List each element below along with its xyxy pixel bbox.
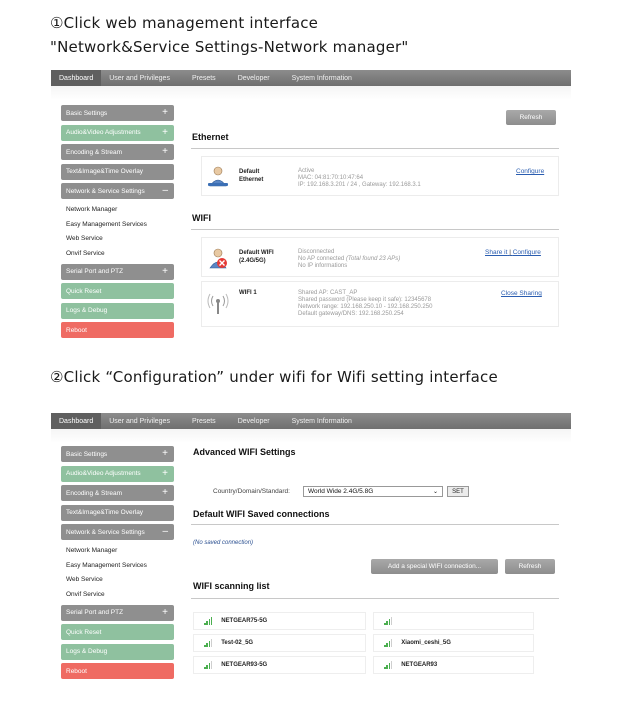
sidebar-item-label: Network & Service Settings: [66, 528, 145, 536]
wifi1-card: [201, 281, 559, 327]
plus-icon: +: [162, 146, 168, 157]
scan-list-item[interactable]: [373, 634, 534, 652]
ethernet-name-line2: Ethernet: [239, 176, 264, 183]
sidebar-subitem-network-manager[interactable]: Network Manager: [66, 206, 118, 214]
sidebar-item-basic-settings[interactable]: [61, 446, 174, 462]
plus-icon: +: [162, 448, 168, 459]
sidebar-item-label: Encoding & Stream: [66, 148, 123, 156]
scan-list-item[interactable]: [373, 656, 534, 674]
sidebar-item-label: Basic Settings: [66, 109, 108, 117]
step1-heading-line1: ①Click web management interface: [50, 14, 319, 32]
ethernet-status: Active: [298, 168, 315, 174]
share-it-link[interactable]: Share it: [485, 249, 508, 256]
default-wifi-name-line1: Default WIFI: [239, 250, 274, 256]
sidebar-item-logs-debug[interactable]: [61, 303, 174, 319]
sidebar-item-label: Network & Service Settings: [66, 187, 145, 195]
set-button[interactable]: SET: [447, 486, 469, 497]
default-wifi-ip: No IP informations: [298, 263, 348, 269]
ethernet-ip: IP: 192.168.3.201 / 24 , Gateway: 192.168.3.1: [298, 182, 421, 188]
advanced-wifi-title: Advanced WIFI Settings: [193, 447, 296, 457]
sidebar-item-basic-settings[interactable]: [61, 105, 174, 121]
screenshot-network-manager: [51, 70, 571, 340]
sidebar-item-label: Quick Reset: [66, 287, 102, 295]
sidebar-item-logs-debug[interactable]: [61, 644, 174, 660]
wifi1-shared-ap: Shared AP: CAST_AP: [298, 290, 358, 296]
sidebar-item-label: Logs & Debug: [66, 648, 108, 655]
wifi1-name: WIFI 1: [239, 290, 257, 296]
nav-tab-user-privileges[interactable]: User and Privileges: [109, 417, 170, 425]
signal-icon: [384, 661, 393, 669]
sidebar-item-audio-video[interactable]: [61, 466, 174, 482]
step1-heading-line2: "Network&Service Settings-Network manager": [50, 38, 409, 56]
default-wifi-card: [201, 237, 559, 277]
ethernet-mac: MAC: 04:81:70:10:47:64: [298, 175, 364, 181]
saved-connections-title: Default WIFI Saved connections: [193, 509, 330, 519]
scan-ssid: NETGEAR93: [401, 662, 438, 668]
wifi1-range: Network range: 192.168.250.10 - 192.168.250.250: [298, 304, 433, 310]
divider: [191, 524, 559, 525]
nav-tab-system-information[interactable]: System Information: [291, 74, 352, 82]
sidebar-item-reboot[interactable]: [61, 663, 174, 679]
ethernet-section-title: Ethernet: [192, 132, 229, 142]
sidebar-item-audio-video[interactable]: [61, 125, 174, 141]
ethernet-info: [298, 168, 421, 189]
scan-ssid: Test-02_5G: [221, 640, 254, 646]
scan-list-item[interactable]: [193, 634, 366, 652]
main-content: [191, 413, 559, 685]
ethernet-configure-link[interactable]: Configure: [516, 168, 545, 175]
divider: [191, 148, 559, 149]
plus-icon: +: [162, 606, 168, 618]
sidebar-item-label: Quick Reset: [66, 628, 102, 636]
signal-icon: [384, 639, 393, 647]
ethernet-user-icon: [206, 165, 230, 189]
ethernet-name: [239, 169, 263, 184]
sidebar-item-label: Serial Port and PTZ: [66, 268, 124, 275]
nav-tab-dashboard[interactable]: Dashboard: [51, 413, 101, 429]
country-label: Country/Domain/Standard:: [213, 488, 290, 495]
nav-tab-presets[interactable]: Presets: [191, 417, 216, 425]
sidebar-subitem-network-manager[interactable]: Network Manager: [66, 547, 118, 555]
wifi1-gateway: Default gateway/DNS: 192.168.250.254: [298, 311, 404, 317]
sidebar-item-network-service[interactable]: [61, 524, 174, 540]
sidebar-subitem-web-service[interactable]: Web Service: [66, 235, 103, 243]
sidebar-item-label: Serial Port and PTZ: [66, 609, 124, 616]
wifi1-password: Shared password (Please keep it safe): 12345678: [298, 297, 432, 303]
default-wifi-total-found: (Total found 23 APs): [345, 256, 401, 262]
sidebar-subitem-onvif-service[interactable]: Onvif Service: [66, 249, 105, 257]
scan-ssid: NETGEAR75-5G: [221, 618, 268, 624]
sidebar-item-label: Reboot: [66, 326, 87, 334]
sidebar-item-label: Reboot: [66, 667, 87, 675]
scan-ssid: Xiaomi_ceshi_5G: [401, 640, 451, 646]
add-special-wifi-button[interactable]: Add a special WIFI connection...: [371, 559, 498, 574]
wifi-scanning-list-title: WIFI scanning list: [193, 581, 270, 591]
default-wifi-detail: No AP connected: [298, 256, 345, 262]
signal-icon: [204, 617, 213, 625]
scan-list-item[interactable]: [193, 656, 366, 674]
sidebar-item-label: Basic Settings: [66, 450, 108, 458]
sidebar-item-label: Audio&Video Adjustments: [66, 470, 141, 477]
divider: [191, 229, 559, 230]
plus-icon: +: [162, 265, 168, 277]
country-select-value: World Wide 2.4G/5.8G: [308, 488, 374, 495]
plus-icon: +: [162, 487, 168, 498]
sidebar-item-overlay[interactable]: [61, 164, 174, 180]
sidebar-item-reboot[interactable]: [61, 322, 174, 338]
sidebar-item-serial-ptz[interactable]: [61, 264, 174, 280]
divider: [191, 598, 559, 599]
chevron-down-icon: ⌄: [432, 489, 438, 495]
ethernet-name-line1: Default: [239, 169, 260, 175]
nav-tab-presets[interactable]: Presets: [191, 74, 216, 82]
sidebar: [61, 105, 174, 342]
sidebar-subitem-easy-management[interactable]: Easy Management Services: [66, 561, 147, 569]
default-wifi-detail-row: [298, 256, 400, 263]
screenshot-wifi-settings: [51, 413, 571, 685]
link-separator: |: [509, 249, 511, 256]
sidebar: [61, 446, 174, 683]
default-wifi-info: [298, 249, 400, 270]
sidebar-item-label: Text&Image&Time Overlay: [66, 509, 144, 516]
sidebar-subitem-easy-management[interactable]: Easy Management Services: [66, 220, 147, 228]
ethernet-card: [201, 156, 559, 196]
default-wifi-name: [239, 250, 274, 265]
minus-icon: –: [162, 526, 168, 537]
minus-icon: –: [162, 185, 168, 196]
sidebar-item-label: Audio&Video Adjustments: [66, 129, 141, 136]
signal-icon: [204, 661, 213, 669]
plus-icon: +: [162, 126, 168, 138]
sidebar-subitem-web-service[interactable]: Web Service: [66, 576, 103, 584]
sidebar-item-encoding-stream[interactable]: [61, 485, 174, 501]
sidebar-item-overlay[interactable]: [61, 505, 174, 521]
default-wifi-name-line2: (2.4G/5G): [239, 257, 266, 264]
default-wifi-configure-link[interactable]: Configure: [512, 249, 541, 256]
nav-tab-user-privileges[interactable]: User and Privileges: [109, 74, 170, 82]
plus-icon: +: [162, 107, 168, 118]
wifi-disconnected-icon: [206, 247, 230, 271]
sidebar-item-serial-ptz[interactable]: [61, 605, 174, 621]
close-sharing-link[interactable]: Close Sharing: [501, 290, 542, 297]
sidebar-item-encoding-stream[interactable]: [61, 144, 174, 160]
step2-heading: ②Click “Configuration” under wifi for Wifi setting interface: [50, 368, 498, 386]
nav-tab-system-information[interactable]: System Information: [291, 417, 352, 425]
sidebar-item-label: Text&Image&Time Overlay: [66, 168, 144, 175]
sidebar-item-quick-reset[interactable]: [61, 624, 174, 640]
nav-tab-developer[interactable]: Developer: [237, 417, 270, 425]
wifi1-info: [298, 290, 432, 318]
signal-icon: [384, 617, 393, 625]
scan-ssid: NETGEAR93-5G: [221, 662, 268, 668]
main-content: [191, 70, 559, 340]
default-wifi-links: [485, 249, 541, 256]
default-wifi-status: Disconnected: [298, 249, 335, 255]
no-saved-connection-text: (No saved connection): [193, 540, 254, 546]
sidebar-item-label: Logs & Debug: [66, 307, 108, 314]
sidebar-item-quick-reset[interactable]: [61, 283, 174, 299]
country-select[interactable]: [303, 486, 443, 497]
nav-tab-dashboard[interactable]: Dashboard: [51, 70, 101, 86]
wifi-section-title: WIFI: [192, 213, 211, 223]
signal-icon: [204, 639, 213, 647]
nav-tab-developer[interactable]: Developer: [237, 74, 270, 82]
sidebar-item-network-service[interactable]: [61, 183, 174, 199]
scan-list-item[interactable]: [193, 612, 366, 630]
refresh-button[interactable]: Refresh: [506, 110, 556, 125]
sidebar-subitem-onvif-service[interactable]: Onvif Service: [66, 590, 105, 598]
plus-icon: +: [162, 467, 168, 479]
wifi-antenna-icon: [207, 292, 229, 316]
scan-list-item[interactable]: [373, 612, 534, 630]
refresh-button[interactable]: Refresh: [505, 559, 555, 574]
sidebar-item-label: Encoding & Stream: [66, 489, 123, 497]
